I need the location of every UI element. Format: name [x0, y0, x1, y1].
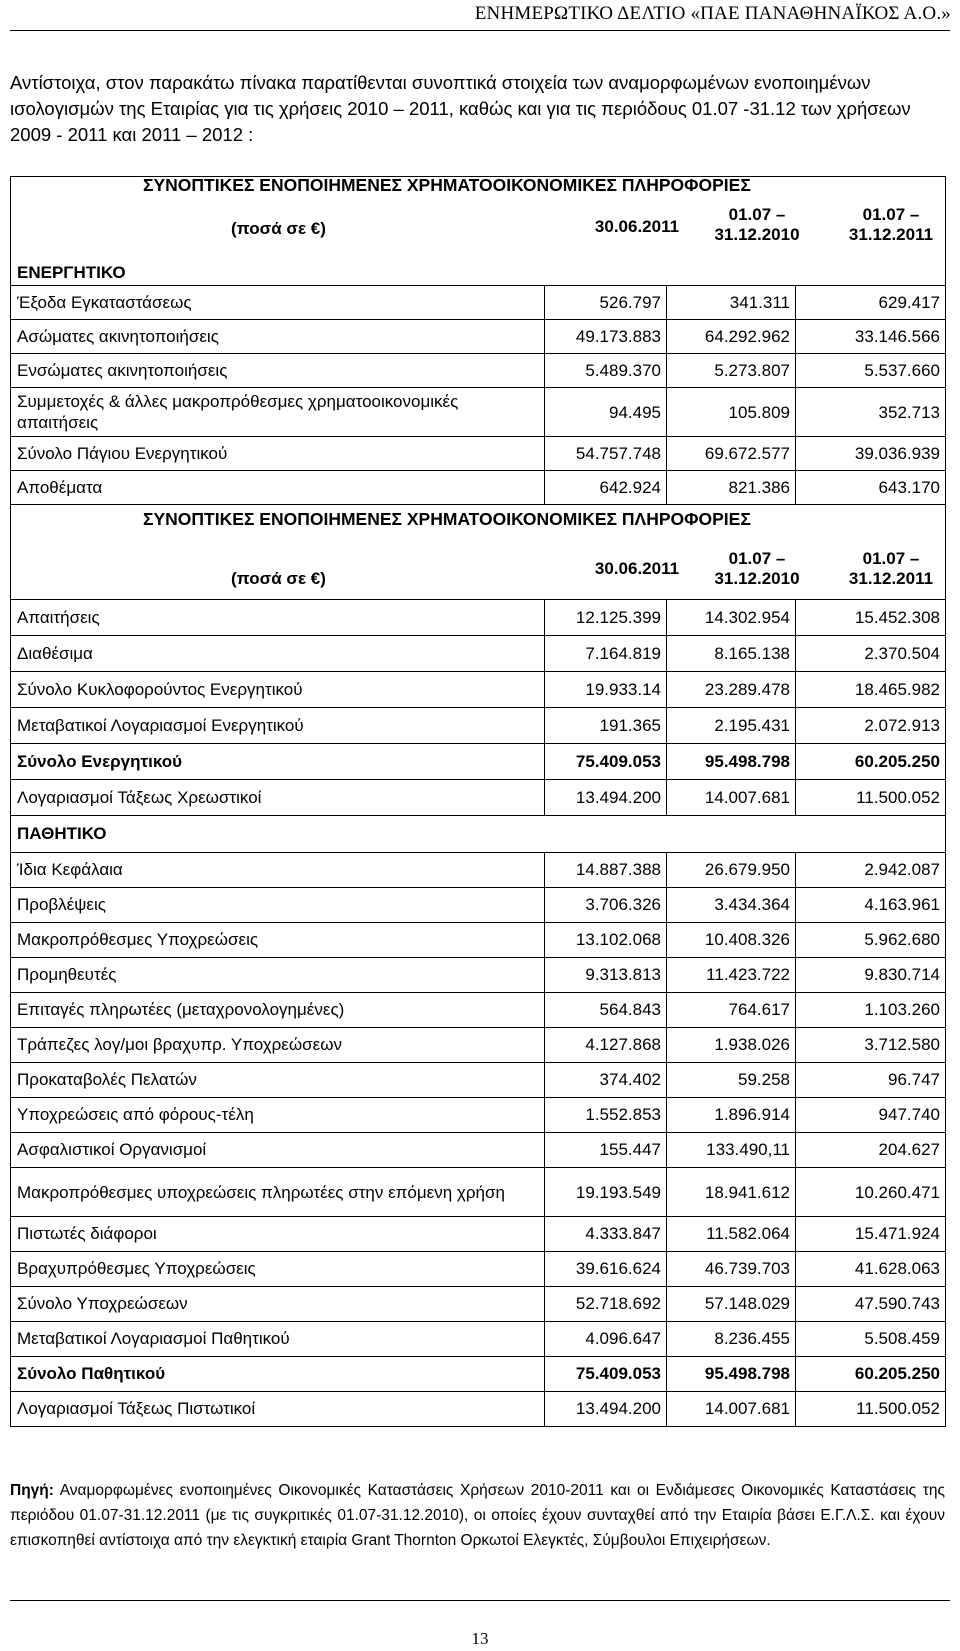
footer-divider [10, 1600, 950, 1601]
value-2011: 41.628.063 [796, 1252, 946, 1287]
column-header-2010: 01.07 – 31.12.2010 [714, 205, 800, 244]
value-2011: 3.712.580 [796, 1028, 946, 1063]
value-30-06-2011: 54.757.748 [545, 437, 667, 471]
row-label: Λογαριασμοί Τάξεως Χρεωστικοί [11, 780, 545, 816]
value-2010: 57.148.029 [667, 1287, 796, 1322]
page-number: 13 [471, 1629, 489, 1648]
value-2011: 18.465.982 [796, 672, 946, 708]
value-2010: 1.938.026 [667, 1028, 796, 1063]
value-30-06-2011: 52.718.692 [545, 1287, 667, 1322]
row-label: Μακροπρόθεσμες Υποχρεώσεις [11, 923, 545, 958]
row-label: Τράπεζες λογ/μοι βραχυπρ. Υποχρεώσεων [11, 1028, 545, 1063]
table-row [11, 1392, 946, 1427]
value-2010: 5.273.807 [667, 354, 796, 388]
source-label: Πηγή: [10, 1482, 54, 1499]
value-2011: 1.103.260 [796, 993, 946, 1028]
value-2011: 33.146.566 [796, 320, 946, 354]
value-2011: 643.170 [796, 471, 946, 505]
value-2010: 11.423.722 [667, 958, 796, 993]
value-2011: 204.627 [796, 1133, 946, 1168]
liabilities-section-row [11, 816, 946, 853]
table-row [11, 888, 946, 923]
table-row [11, 636, 946, 672]
header-divider [10, 30, 950, 31]
value-30-06-2011: 19.933.14 [545, 672, 667, 708]
value-2010: 18.941.612 [667, 1168, 796, 1217]
table-header-cell-repeat [11, 505, 946, 600]
table-row [11, 993, 946, 1028]
table-row [11, 708, 946, 744]
value-2010: 95.498.798 [667, 744, 796, 780]
column-header-30-06-2011: 30.06.2011 [594, 217, 680, 236]
row-label: Προβλέψεις [11, 888, 545, 923]
value-2010: 59.258 [667, 1063, 796, 1098]
column-header-2011: 01.07 – 31.12.2011 [848, 205, 934, 244]
value-2010: 23.289.478 [667, 672, 796, 708]
value-2010: 8.236.455 [667, 1322, 796, 1357]
financial-table [10, 176, 946, 1427]
value-30-06-2011: 13.494.200 [545, 780, 667, 816]
value-2010: 2.195.431 [667, 708, 796, 744]
row-label: Λογαριασμοί Τάξεως Πιστωτικοί [11, 1392, 545, 1427]
table-row [11, 600, 946, 636]
assets-section-label: ΕΝΕΡΓΗΤΙΚΟ [17, 263, 126, 282]
value-2011: 629.417 [796, 286, 946, 320]
value-30-06-2011: 19.193.549 [545, 1168, 667, 1217]
row-label: Μεταβατικοί Λογαριασμοί Παθητικού [11, 1322, 545, 1357]
row-label: Ασώματες ακινητοποιήσεις [11, 320, 545, 354]
value-30-06-2011: 155.447 [545, 1133, 667, 1168]
value-30-06-2011: 191.365 [545, 708, 667, 744]
table-row [11, 672, 946, 708]
value-2010: 821.386 [667, 471, 796, 505]
value-2010: 14.007.681 [667, 1392, 796, 1427]
value-2011: 352.713 [796, 388, 946, 437]
value-30-06-2011: 3.706.326 [545, 888, 667, 923]
table-row [11, 744, 946, 780]
value-2011: 11.500.052 [796, 1392, 946, 1427]
value-2010: 10.408.326 [667, 923, 796, 958]
table-row [11, 1322, 946, 1357]
value-2011: 2.942.087 [796, 853, 946, 888]
value-30-06-2011: 75.409.053 [545, 1357, 667, 1392]
value-30-06-2011: 4.127.868 [545, 1028, 667, 1063]
value-30-06-2011: 13.494.200 [545, 1392, 667, 1427]
value-2011: 60.205.250 [796, 1357, 946, 1392]
value-2010: 95.498.798 [667, 1357, 796, 1392]
value-2011: 10.260.471 [796, 1168, 946, 1217]
value-2010: 14.007.681 [667, 780, 796, 816]
table-row [11, 853, 946, 888]
value-2010: 3.434.364 [667, 888, 796, 923]
column-header-30-06-2011-repeat: 30.06.2011 [594, 559, 680, 578]
value-30-06-2011: 13.102.068 [545, 923, 667, 958]
row-label: Διαθέσιμα [11, 636, 545, 672]
row-label: Πιστωτές διάφοροι [11, 1217, 545, 1252]
units-label-repeat: (ποσά σε €) [231, 569, 326, 588]
value-2010: 105.809 [667, 388, 796, 437]
table-row [11, 471, 946, 505]
value-2010: 64.292.962 [667, 320, 796, 354]
value-2011: 947.740 [796, 1098, 946, 1133]
table-header-row-1 [11, 177, 946, 286]
value-30-06-2011: 39.616.624 [545, 1252, 667, 1287]
row-label: Επιταγές πληρωτέες (μεταχρονολογημένες) [11, 993, 545, 1028]
row-label: Μακροπρόθεσμες υποχρεώσεις πληρωτέες στην επόμενη χρήση [11, 1168, 545, 1217]
row-label: Σύνολο Παθητικού [11, 1357, 545, 1392]
row-label: Ασφαλιστικοί Οργανισμοί [11, 1133, 545, 1168]
row-label: Απαιτήσεις [11, 600, 545, 636]
table-header-cell [11, 177, 946, 286]
table-row [11, 1098, 946, 1133]
value-2011: 15.471.924 [796, 1217, 946, 1252]
row-label: Σύνολο Υποχρεώσεων [11, 1287, 545, 1322]
table-row [11, 1063, 946, 1098]
table-row [11, 1287, 946, 1322]
value-2010: 26.679.950 [667, 853, 796, 888]
value-2010: 14.302.954 [667, 600, 796, 636]
column-header-2011-repeat: 01.07 – 31.12.2011 [848, 549, 934, 588]
table-row [11, 388, 946, 437]
value-2011: 47.590.743 [796, 1287, 946, 1322]
table-row [11, 958, 946, 993]
value-30-06-2011: 1.552.853 [545, 1098, 667, 1133]
value-30-06-2011: 94.495 [545, 388, 667, 437]
row-label: Βραχυπρόθεσμες Υποχρεώσεις [11, 1252, 545, 1287]
value-2011: 5.962.680 [796, 923, 946, 958]
row-label: Αποθέματα [11, 471, 545, 505]
value-2010: 764.617 [667, 993, 796, 1028]
value-30-06-2011: 14.887.388 [545, 853, 667, 888]
row-label: Συμμετοχές & άλλες μακροπρόθεσμες χρηματοοικονομικές απαιτήσεις [11, 388, 545, 437]
value-2011: 2.370.504 [796, 636, 946, 672]
table-row [11, 1168, 946, 1217]
table-row [11, 923, 946, 958]
table-row [11, 437, 946, 471]
value-30-06-2011: 49.173.883 [545, 320, 667, 354]
table-row [11, 1252, 946, 1287]
table-row [11, 1133, 946, 1168]
column-header-2010-repeat: 01.07 – 31.12.2010 [714, 549, 800, 588]
value-2011: 5.537.660 [796, 354, 946, 388]
value-2011: 39.036.939 [796, 437, 946, 471]
value-30-06-2011: 4.096.647 [545, 1322, 667, 1357]
value-30-06-2011: 75.409.053 [545, 744, 667, 780]
source-text: Αναμορφωμένες ενοποιημένες Οικονομικές Καταστάσεις Χρήσεων 2010-2011 και οι Ενδιάμεσες Οικονομικές Καταστάσεις της περιόδου 01.07-31.12.2011 (με τις συγκριτικές 01.07-31.12.2010), οι οποίες έχουν συνταχθεί από την Εταιρία βάσει Ε.Γ.Λ.Σ. και έχουν επισκοπηθεί αντίστοιχα από την ελεγκτική εταιρία Grant Thornton Ορκωτοί Ελεγκτές, Σύμβουλοι Επιχειρήσεων. [10, 1482, 945, 1549]
value-2010: 69.672.577 [667, 437, 796, 471]
value-30-06-2011: 526.797 [545, 286, 667, 320]
value-2011: 2.072.913 [796, 708, 946, 744]
value-30-06-2011: 642.924 [545, 471, 667, 505]
table-row [11, 1217, 946, 1252]
value-2011: 96.747 [796, 1063, 946, 1098]
table-header-row-2 [11, 505, 946, 600]
value-30-06-2011: 5.489.370 [545, 354, 667, 388]
value-30-06-2011: 374.402 [545, 1063, 667, 1098]
liabilities-section-label: ΠΑΘΗΤΙΚΟ [11, 816, 946, 853]
table-title: ΣΥΝΟΠΤΙΚΕΣ ΕΝΟΠΟΙΗΜΕΝΕΣ ΧΡΗΜΑΤΟΟΙΚΟΝΟΜΙΚΕΣ ΠΛΗΡΟΦΟΡΙΕΣ [143, 175, 751, 195]
value-2011: 15.452.308 [796, 600, 946, 636]
source-note [10, 1478, 945, 1553]
value-2011: 9.830.714 [796, 958, 946, 993]
document-header: ΕΝΗΜΕΡΩΤΙΚΟ ΔΕΛΤΙΟ «ΠΑΕ ΠΑΝΑΘΗΝΑΪΚΟΣ Α.Ο.» [474, 3, 951, 24]
table-row [11, 354, 946, 388]
table-row [11, 286, 946, 320]
value-2011: 5.508.459 [796, 1322, 946, 1357]
value-30-06-2011: 9.313.813 [545, 958, 667, 993]
table-row [11, 1357, 946, 1392]
table-row [11, 780, 946, 816]
units-label: (ποσά σε €) [231, 219, 326, 238]
table-title-repeat: ΣΥΝΟΠΤΙΚΕΣ ΕΝΟΠΟΙΗΜΕΝΕΣ ΧΡΗΜΑΤΟΟΙΚΟΝΟΜΙΚΕΣ ΠΛΗΡΟΦΟΡΙΕΣ [143, 509, 751, 529]
value-2011: 4.163.961 [796, 888, 946, 923]
value-2010: 11.582.064 [667, 1217, 796, 1252]
value-30-06-2011: 7.164.819 [545, 636, 667, 672]
row-label: Μεταβατικοί Λογαριασμοί Ενεργητικού [11, 708, 545, 744]
value-2010: 133.490,11 [667, 1133, 796, 1168]
value-2010: 1.896.914 [667, 1098, 796, 1133]
row-label: Σύνολο Πάγιου Ενεργητικού [11, 437, 545, 471]
intro-paragraph: Αντίστοιχα, στον παρακάτω πίνακα παρατίθενται συνοπτικά στοιχεία των αναμορφωμένων ενοποιημένων ισολογισμών της Εταιρίας για τις χρήσεις 2010 – 2011, καθώς και για τις περιόδους 01.07 -31.12 των χρήσεων 2009 - 2011 και 2011 – 2012 : [10, 72, 911, 145]
value-2011: 60.205.250 [796, 744, 946, 780]
row-label: Προκαταβολές Πελατών [11, 1063, 545, 1098]
value-2010: 341.311 [667, 286, 796, 320]
row-label: Σύνολο Κυκλοφορούντος Ενεργητικού [11, 672, 545, 708]
value-30-06-2011: 4.333.847 [545, 1217, 667, 1252]
row-label: Υποχρεώσεις από φόρους-τέλη [11, 1098, 545, 1133]
value-2010: 46.739.703 [667, 1252, 796, 1287]
value-30-06-2011: 564.843 [545, 993, 667, 1028]
table-row [11, 320, 946, 354]
row-label: Ενσώματες ακινητοποιήσεις [11, 354, 545, 388]
value-30-06-2011: 12.125.399 [545, 600, 667, 636]
value-2011: 11.500.052 [796, 780, 946, 816]
row-label: Ίδια Κεφάλαια [11, 853, 545, 888]
row-label: Προμηθευτές [11, 958, 545, 993]
table-row [11, 1028, 946, 1063]
value-2010: 8.165.138 [667, 636, 796, 672]
row-label: Έξοδα Εγκαταστάσεως [11, 286, 545, 320]
row-label: Σύνολο Ενεργητικού [11, 744, 545, 780]
